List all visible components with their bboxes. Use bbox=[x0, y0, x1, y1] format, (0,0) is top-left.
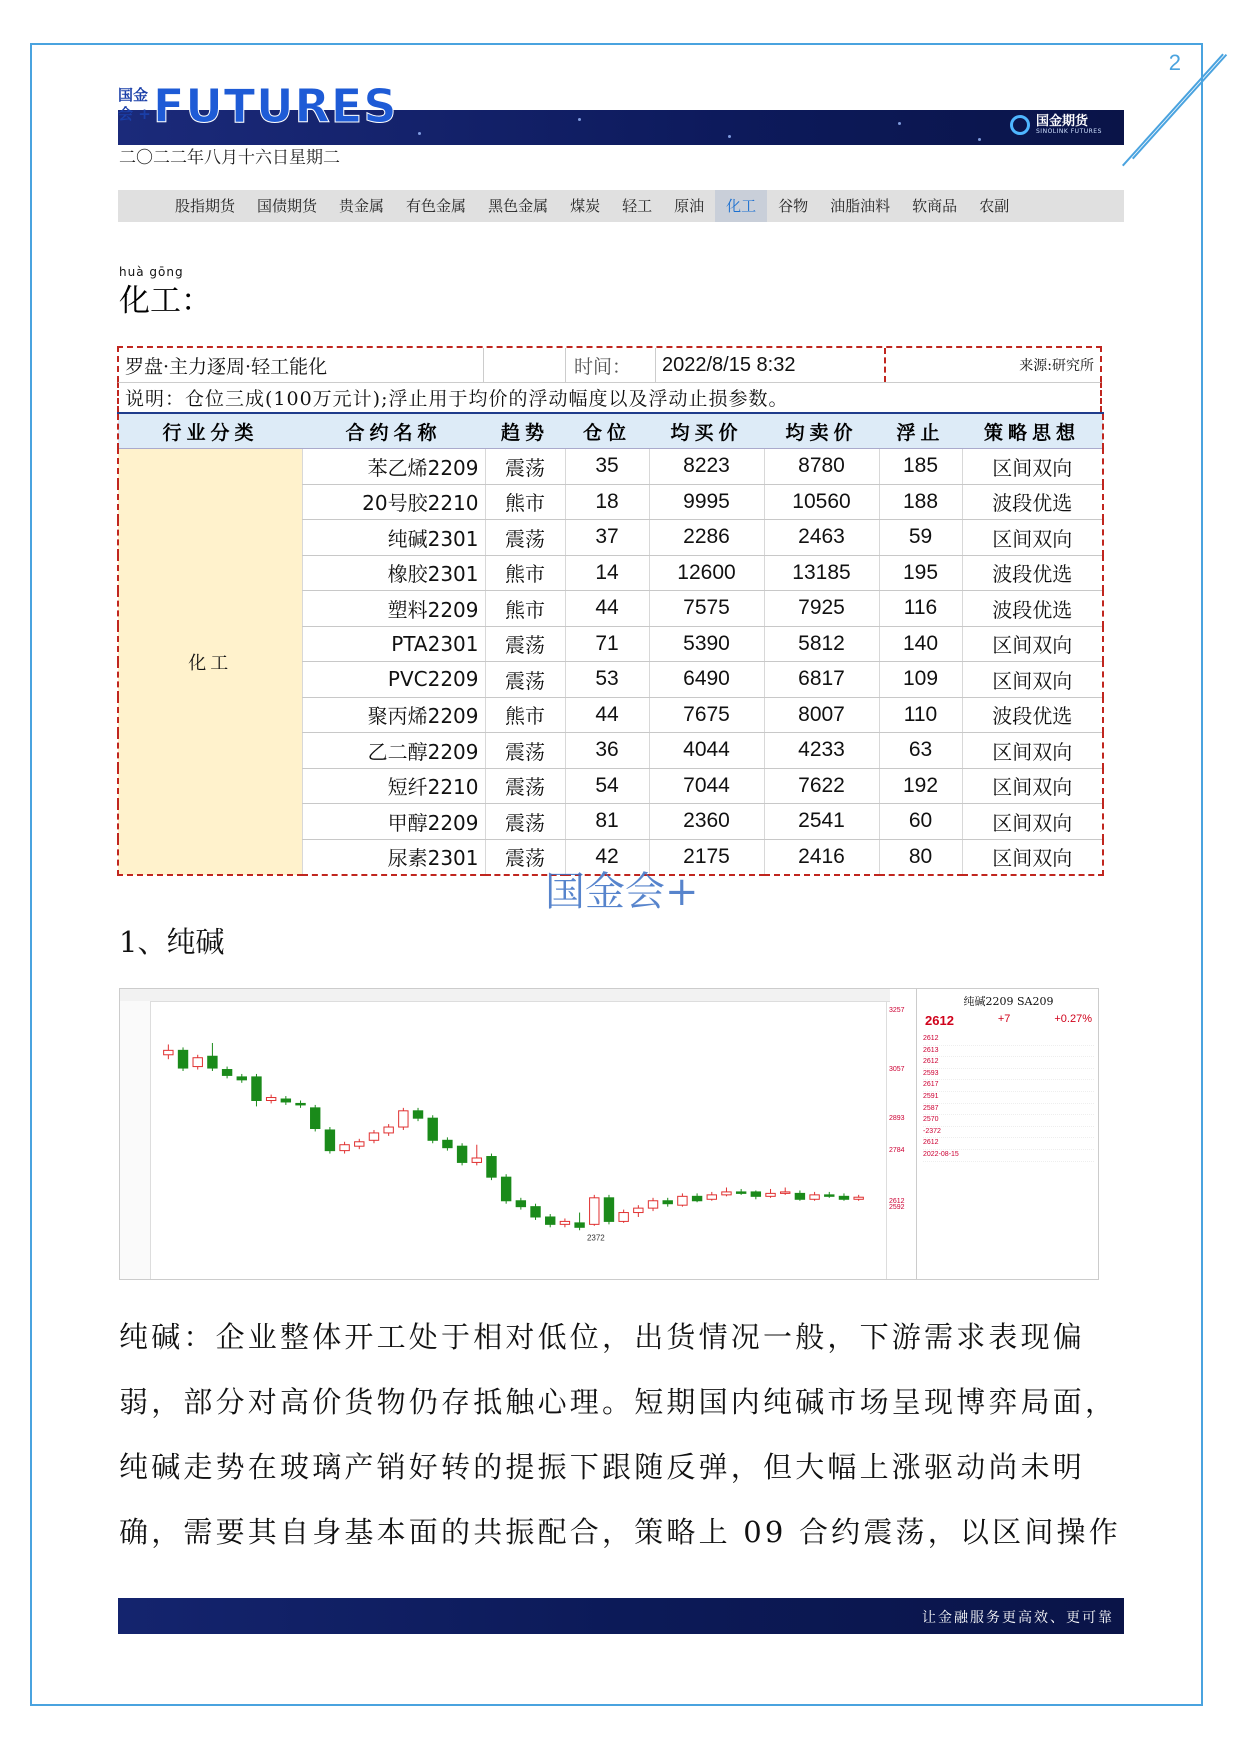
cell-avg-buy: 5390 bbox=[649, 626, 764, 662]
candle-body bbox=[208, 1056, 217, 1068]
cell-position: 54 bbox=[565, 768, 649, 804]
cell-stop: 109 bbox=[879, 662, 962, 698]
time-value: 2022/8/15 8:32 bbox=[656, 348, 886, 382]
candle-body bbox=[678, 1196, 687, 1205]
candle-body bbox=[487, 1157, 496, 1178]
cell-avg-sell: 4233 bbox=[764, 733, 879, 769]
cell-avg-sell: 2416 bbox=[764, 839, 879, 875]
cell-avg-sell: 7925 bbox=[764, 591, 879, 627]
candle-body bbox=[692, 1196, 701, 1200]
nav-item-6[interactable]: 轻工 bbox=[622, 197, 653, 215]
candle-body bbox=[399, 1111, 408, 1127]
cell-trend: 震荡 bbox=[485, 839, 565, 875]
cell-avg-buy: 8223 bbox=[649, 449, 764, 485]
cell-position: 36 bbox=[565, 733, 649, 769]
cell-avg-sell: 6817 bbox=[764, 662, 879, 698]
y-tick-label: 2612 bbox=[889, 1197, 905, 1205]
header-cell-0: 行业分类 bbox=[118, 413, 302, 449]
commentary-line: 纯碱走势在玻璃产销好转的提振下跟随反弹，但大幅上涨驱动尚未明 bbox=[119, 1450, 1086, 1484]
nav-item-2[interactable]: 贵金属 bbox=[339, 197, 385, 215]
candle-body bbox=[619, 1213, 628, 1222]
candle-body bbox=[516, 1201, 525, 1207]
cell-contract: 甲醇2209 bbox=[302, 804, 485, 840]
candle-body bbox=[222, 1070, 231, 1076]
cell-stop: 185 bbox=[879, 449, 962, 485]
cell-avg-buy: 7575 bbox=[649, 591, 764, 627]
cell-strategy: 区间双向 bbox=[962, 768, 1103, 804]
nav-item-11[interactable]: 软商品 bbox=[912, 197, 958, 215]
cell-contract: 短纤2210 bbox=[302, 768, 485, 804]
cell-avg-sell: 10560 bbox=[764, 484, 879, 520]
quote-row bbox=[923, 1092, 1094, 1104]
commentary-line: 确，需要其自身基本面的共振配合，策略上 09 合约震荡，以区间操作 bbox=[119, 1515, 1121, 1549]
candle-body bbox=[266, 1098, 275, 1101]
source-label: 来源:研究所 bbox=[1019, 358, 1094, 374]
cell-stop: 192 bbox=[879, 768, 962, 804]
quote-row bbox=[923, 1104, 1094, 1116]
header-cell-6: 浮止 bbox=[879, 413, 962, 449]
cell-strategy: 区间双向 bbox=[962, 449, 1103, 485]
candle-body bbox=[707, 1195, 716, 1199]
quote-row bbox=[923, 1127, 1094, 1139]
cell-avg-buy: 7675 bbox=[649, 697, 764, 733]
cell-position: 35 bbox=[565, 449, 649, 485]
candle-body bbox=[590, 1198, 599, 1225]
cell-strategy: 波段优选 bbox=[962, 697, 1103, 733]
candle-body bbox=[546, 1217, 555, 1224]
page-number: 2 bbox=[1168, 50, 1181, 75]
y-tick-label: 2592 bbox=[889, 1203, 905, 1211]
cell-trend: 震荡 bbox=[485, 768, 565, 804]
nav-item-8[interactable]: 化工 bbox=[715, 190, 767, 222]
cell-trend: 震荡 bbox=[485, 449, 565, 485]
cell-contract: PTA2301 bbox=[302, 626, 485, 662]
candle-body bbox=[252, 1077, 261, 1101]
cell-contract: 尿素2301 bbox=[302, 839, 485, 875]
candle-body bbox=[575, 1223, 584, 1227]
quote-value: 2570 bbox=[923, 1116, 939, 1124]
y-tick-label: 2893 bbox=[889, 1114, 905, 1122]
header-cell-1: 合约名称 bbox=[302, 413, 485, 449]
cell-avg-buy: 2360 bbox=[649, 804, 764, 840]
candle-body bbox=[355, 1142, 364, 1146]
table-header-row bbox=[118, 413, 1103, 449]
cell-avg-buy: 9995 bbox=[649, 484, 764, 520]
candle-body bbox=[472, 1158, 481, 1162]
quote-value: 2613 bbox=[923, 1046, 939, 1054]
header-cell-4: 均买价 bbox=[649, 413, 764, 449]
quote-row bbox=[923, 1150, 1094, 1162]
candlestick-chart[interactable] bbox=[151, 1001, 886, 1276]
header-cell-3: 仓位 bbox=[565, 413, 649, 449]
report-date: 二〇二二年八月十六日星期二 bbox=[119, 148, 340, 168]
nav-item-12[interactable]: 农副 bbox=[979, 197, 1010, 215]
quote-value: 2612 bbox=[923, 1139, 939, 1147]
cell-stop: 110 bbox=[879, 697, 962, 733]
quote-rows bbox=[917, 1032, 1099, 1164]
cell-avg-buy: 7044 bbox=[649, 768, 764, 804]
header-cell-2: 趋势 bbox=[485, 413, 565, 449]
table-row bbox=[118, 449, 1103, 485]
cell-stop: 195 bbox=[879, 555, 962, 591]
chart-left-axis bbox=[120, 1001, 151, 1279]
commentary-line: 弱，部分对高价货物仍存抵触心理。短期国内纯碱市场呈现博弈局面， bbox=[119, 1385, 1118, 1419]
cell-contract: 塑料2209 bbox=[302, 591, 485, 627]
candle-body bbox=[839, 1196, 848, 1199]
cell-avg-sell: 2463 bbox=[764, 520, 879, 556]
candle-body bbox=[340, 1145, 349, 1151]
candle-body bbox=[443, 1140, 452, 1147]
cell-avg-buy: 2286 bbox=[649, 520, 764, 556]
cell-strategy: 区间双向 bbox=[962, 520, 1103, 556]
quote-row bbox=[923, 1034, 1094, 1046]
candle-body bbox=[384, 1127, 393, 1133]
logo-mark: 国金 会 + bbox=[118, 86, 151, 123]
cell-avg-sell: 7622 bbox=[764, 768, 879, 804]
quote-value: -2372 bbox=[923, 1127, 941, 1135]
watermark: 国金会+ bbox=[545, 869, 699, 915]
candle-body bbox=[663, 1201, 672, 1204]
last-price: 2612 bbox=[925, 1013, 954, 1028]
candle-body bbox=[428, 1118, 437, 1140]
section-ruby: huà gōng bbox=[119, 265, 184, 279]
cell-avg-sell: 2541 bbox=[764, 804, 879, 840]
cell-stop: 59 bbox=[879, 520, 962, 556]
candle-body bbox=[634, 1208, 643, 1212]
nav-item-3[interactable]: 有色金属 bbox=[406, 197, 467, 215]
cell-trend: 震荡 bbox=[485, 733, 565, 769]
candle-body bbox=[766, 1193, 775, 1196]
strategy-table bbox=[117, 412, 1104, 876]
cell-avg-sell: 5812 bbox=[764, 626, 879, 662]
cell-trend: 熊市 bbox=[485, 591, 565, 627]
cell-position: 14 bbox=[565, 555, 649, 591]
brand-name-en: SINOLINK FUTURES bbox=[1036, 128, 1102, 135]
quote-row bbox=[923, 1138, 1094, 1150]
candle-body bbox=[854, 1197, 863, 1199]
candle-body bbox=[281, 1099, 290, 1102]
candle-body bbox=[722, 1192, 731, 1195]
cell-strategy: 区间双向 bbox=[962, 662, 1103, 698]
header-cell-7: 策略思想 bbox=[962, 413, 1103, 449]
nav-item-5[interactable]: 煤炭 bbox=[570, 197, 601, 215]
section-title: 化工： bbox=[119, 283, 212, 319]
cell-position: 44 bbox=[565, 697, 649, 733]
strategy-table-block bbox=[117, 346, 1102, 876]
nav-item-9[interactable]: 谷物 bbox=[778, 197, 809, 215]
category-nav bbox=[118, 190, 1124, 222]
candle-body bbox=[178, 1050, 187, 1068]
candle-body bbox=[237, 1077, 246, 1080]
quote-value: 2612 bbox=[923, 1035, 939, 1042]
brand-circle-icon bbox=[1010, 115, 1030, 135]
quote-value: 2591 bbox=[923, 1092, 939, 1100]
chart-right-axis bbox=[886, 1001, 915, 1279]
candle-body bbox=[560, 1221, 569, 1224]
cell-stop: 63 bbox=[879, 733, 962, 769]
quote-value: 2022-08-15 bbox=[923, 1150, 959, 1158]
cell-contract: 苯乙烯2209 bbox=[302, 449, 485, 485]
quote-side-panel bbox=[916, 989, 1099, 1279]
strategy-meta-row bbox=[117, 346, 1102, 382]
commentary-line: 纯碱：企业整体开工处于相对低位，出货情况一般，下游需求表现偏 bbox=[119, 1320, 1086, 1354]
candle-body bbox=[457, 1146, 466, 1162]
nav-item-7[interactable]: 原油 bbox=[674, 197, 705, 215]
logo-futures: FUTURES bbox=[153, 79, 398, 133]
nav-item-4[interactable]: 黑色金属 bbox=[488, 197, 549, 215]
strategy-note: 说明：仓位三成(100万元计);浮止用于均价的浮动幅度以及浮动止损参数。 bbox=[117, 382, 1102, 412]
candle-body bbox=[810, 1195, 819, 1199]
time-label: 时间： bbox=[566, 348, 656, 382]
cell-contract: 橡胶2301 bbox=[302, 555, 485, 591]
candle-body bbox=[369, 1133, 378, 1140]
cell-avg-buy: 6490 bbox=[649, 662, 764, 698]
quote-row bbox=[923, 1115, 1094, 1127]
candle-body bbox=[193, 1058, 202, 1067]
price-change: +7 bbox=[997, 1013, 1011, 1025]
cell-trend: 震荡 bbox=[485, 662, 565, 698]
cell-strategy: 区间双向 bbox=[962, 804, 1103, 840]
cell-position: 42 bbox=[565, 839, 649, 875]
quote-value: 2593 bbox=[923, 1069, 939, 1077]
cell-trend: 震荡 bbox=[485, 520, 565, 556]
candle-body bbox=[751, 1192, 760, 1196]
cell-avg-buy: 4044 bbox=[649, 733, 764, 769]
cell-avg-buy: 12600 bbox=[649, 555, 764, 591]
cell-stop: 60 bbox=[879, 804, 962, 840]
quote-row bbox=[923, 1046, 1094, 1058]
candle-body bbox=[825, 1195, 834, 1196]
cell-avg-sell: 8780 bbox=[764, 449, 879, 485]
cell-contract: 聚丙烯2209 bbox=[302, 697, 485, 733]
candle-body bbox=[296, 1103, 305, 1104]
cell-position: 44 bbox=[565, 591, 649, 627]
cell-position: 71 bbox=[565, 626, 649, 662]
cell-trend: 震荡 bbox=[485, 804, 565, 840]
cell-avg-sell: 13185 bbox=[764, 555, 879, 591]
price-chart-panel[interactable] bbox=[119, 988, 1099, 1280]
candle-body bbox=[781, 1192, 790, 1193]
cell-contract: 乙二醇2209 bbox=[302, 733, 485, 769]
y-tick-label: 2784 bbox=[889, 1147, 905, 1155]
cell-trend: 熊市 bbox=[485, 484, 565, 520]
cell-trend: 震荡 bbox=[485, 626, 565, 662]
cell-position: 53 bbox=[565, 662, 649, 698]
strategy-title: 罗盘·主力逐周·轻工能化 bbox=[119, 348, 484, 382]
cell-stop: 140 bbox=[879, 626, 962, 662]
candle-body bbox=[648, 1201, 657, 1208]
cell-contract: 20号胶2210 bbox=[302, 484, 485, 520]
candle-body bbox=[311, 1108, 320, 1129]
candle-body bbox=[413, 1111, 422, 1118]
quote-row bbox=[923, 1069, 1094, 1081]
nav-item-10[interactable]: 油脂油料 bbox=[830, 197, 891, 215]
cell-strategy: 波段优选 bbox=[962, 555, 1103, 591]
commentary-text bbox=[119, 1305, 1119, 1565]
candle-body bbox=[604, 1198, 613, 1222]
quote-value: 2587 bbox=[923, 1104, 939, 1112]
cell-contract: PVC2209 bbox=[302, 662, 485, 698]
quote-row bbox=[923, 1080, 1094, 1092]
footer-banner bbox=[118, 1598, 1124, 1634]
cell-strategy: 波段优选 bbox=[962, 591, 1103, 627]
quote-price-row bbox=[917, 1009, 1099, 1032]
cell-position: 37 bbox=[565, 520, 649, 556]
price-change-pct: +0.27% bbox=[1054, 1013, 1092, 1025]
y-tick-label: 3057 bbox=[889, 1066, 905, 1074]
candle-body bbox=[164, 1050, 173, 1054]
cell-trend: 熊市 bbox=[485, 697, 565, 733]
candle-body bbox=[736, 1192, 745, 1193]
industry-cell: 化工 bbox=[118, 449, 302, 876]
cell-position: 81 bbox=[565, 804, 649, 840]
quote-value: 2617 bbox=[923, 1081, 939, 1089]
cell-strategy: 区间双向 bbox=[962, 733, 1103, 769]
nav-item-0[interactable]: 股指期货 bbox=[175, 197, 236, 215]
nav-item-1[interactable]: 国债期货 bbox=[257, 197, 318, 215]
cell-trend: 熊市 bbox=[485, 555, 565, 591]
candle-body bbox=[501, 1177, 510, 1201]
brand-name: 国金期货 bbox=[1036, 114, 1089, 129]
cell-strategy: 区间双向 bbox=[962, 839, 1103, 875]
brand-logo bbox=[1010, 115, 1102, 135]
candle-body bbox=[795, 1193, 804, 1199]
footer-slogan: 让金融服务更高效、更可靠 bbox=[922, 1610, 1114, 1626]
cell-strategy: 区间双向 bbox=[962, 626, 1103, 662]
candle-body bbox=[325, 1130, 334, 1151]
cell-avg-sell: 8007 bbox=[764, 697, 879, 733]
quote-row bbox=[923, 1057, 1094, 1069]
quote-value: 2612 bbox=[923, 1058, 939, 1066]
cell-stop: 116 bbox=[879, 591, 962, 627]
y-tick-label: 3257 bbox=[889, 1007, 905, 1014]
cell-strategy: 波段优选 bbox=[962, 484, 1103, 520]
cell-avg-buy: 2175 bbox=[649, 839, 764, 875]
cell-contract: 纯碱2301 bbox=[302, 520, 485, 556]
low-annotation: 2372 bbox=[586, 1233, 605, 1243]
candle-body bbox=[531, 1207, 540, 1217]
subsection-heading: 1、纯碱 bbox=[119, 925, 225, 959]
cell-stop: 188 bbox=[879, 484, 962, 520]
quote-title: 纯碱2209 SA209 bbox=[963, 995, 1054, 1008]
header-cell-5: 均卖价 bbox=[764, 413, 879, 449]
cell-stop: 80 bbox=[879, 839, 962, 875]
cell-position: 18 bbox=[565, 484, 649, 520]
